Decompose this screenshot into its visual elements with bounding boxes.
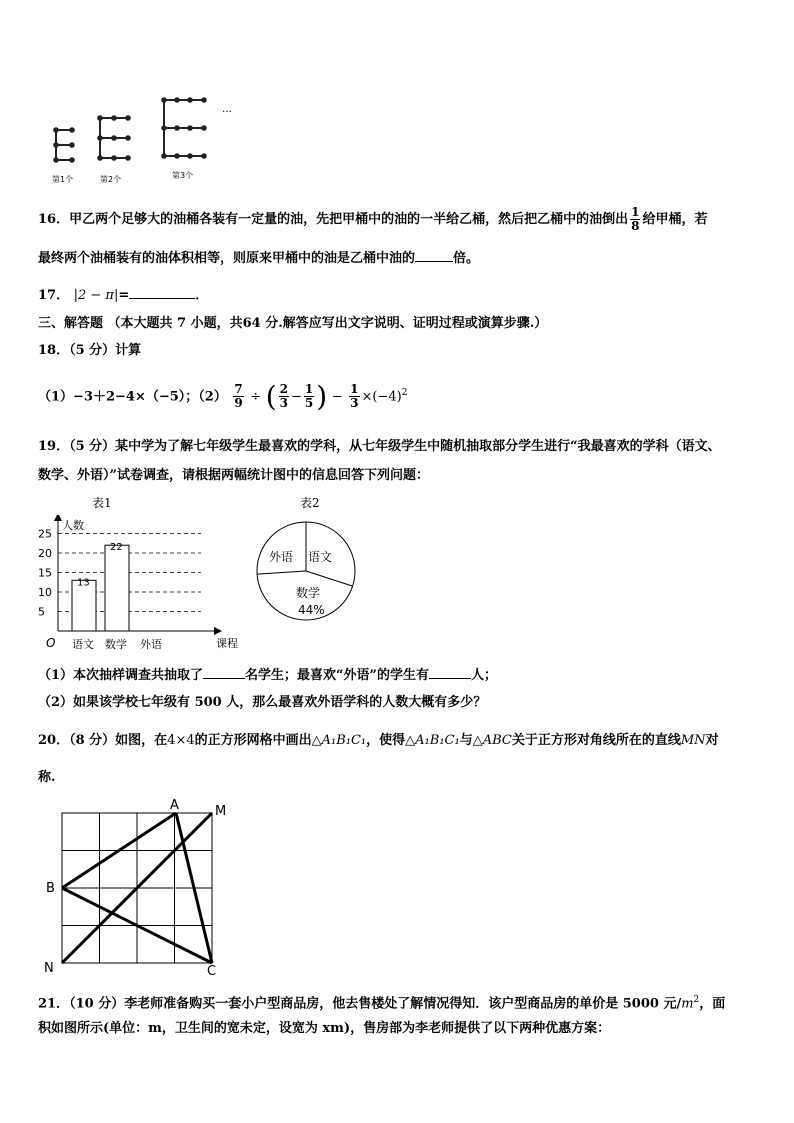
pattern-caption-2: 第2个 [100, 175, 122, 184]
q17-end: ． [195, 288, 209, 303]
q21-text-a: 21．（10 分）李老师准备购买一套小户型商品房，他去售楼处了解情况得知．该户型商品房的单价是 5000 元/ [38, 996, 682, 1012]
q19-blank-total[interactable] [203, 664, 245, 679]
pie-label-math-pct: 44% [298, 603, 325, 617]
bar-ytick-label: 10 [38, 586, 52, 599]
q16-fraction: $\frac{1}{8}$ [631, 205, 640, 233]
q16-text-a: 甲乙两个足够大的油桶各装有一定量的油，先把甲桶中的油的一半给乙桶，然后把乙桶中的油倒出 [69, 212, 629, 227]
q16-line1 [38, 206, 707, 233]
point-c-label: C [207, 964, 217, 979]
q19-line1: 19．（5 分）某中学为了解七年级学生最喜欢的学科，从七年级学生中随机抽取部分学生进行“我最喜欢的学科（语文、 [38, 439, 721, 454]
q18-expressions: （1）−3＋2−4×（−5）；（2） $\frac{7}{9}$ ÷ ( $\frac{2}{3}$ − $\frac{1}{5}$ ) − $\frac{1}{3}$ $\times(-4)^2$ [38, 379, 408, 413]
q18-frac-7-9: $\frac{7}{9}$ [234, 382, 243, 411]
q20-text-c: ，使得 [366, 733, 406, 748]
q17 [38, 284, 208, 306]
pie-label-chinese: 语文 [308, 550, 333, 564]
q20-tri2: △A₁B₁C₁ [405, 733, 460, 748]
bar-1 [105, 545, 129, 631]
q17-expression: |2 − π| [73, 288, 119, 303]
q20-text-b: 的正方形网格中画出 [194, 733, 312, 748]
q18-frac-2-3: $\frac{2}{3}$ [279, 382, 288, 411]
q16-answer-blank[interactable] [415, 247, 453, 262]
q21-text-b: ，面 [699, 996, 726, 1012]
q19-sub1-c: 人； [471, 668, 498, 683]
pattern-caption-3: 第3个 [172, 171, 194, 180]
q18-minus-outer: − [331, 389, 343, 405]
bar-category-label: 外语 [140, 638, 162, 651]
section3-title: 三、解答题 （本大题共 7 小题，共64 分.解答应写出文字说明、证明过程或演算步骤.） [38, 316, 548, 331]
q16-line2 [38, 247, 479, 269]
q20-line2: 称. [38, 770, 56, 785]
e-pattern-figure [40, 90, 260, 190]
q18-frac-1-5: $\frac{1}{5}$ [304, 382, 314, 411]
q19-sub1 [38, 664, 497, 686]
q16-text-b: 给甲桶，若 [642, 212, 708, 227]
q18-times: ×(−4) [361, 389, 402, 405]
q16-text-c: 最终两个油桶装有的油体积相等，则原来甲桶中的油是乙桶中油的 [38, 251, 416, 266]
q20-text-d: 与 [459, 733, 473, 748]
chart-title-table2: 表2 [300, 496, 320, 510]
q16-text-d: 倍。 [453, 251, 480, 266]
bar-value-label: 13 [77, 577, 90, 589]
q20-text-e: 关于正方形对角线所在的直线 [511, 733, 681, 748]
q18-part1: （1）−3＋2−4×（−5）；（2） [38, 389, 227, 405]
point-b-label: B [46, 881, 55, 896]
q20-line1 [38, 731, 719, 751]
q20-grid-size: 4×4 [167, 733, 195, 748]
chart-title-table1: 表1 [92, 496, 112, 510]
bar-chart-origin: O [46, 636, 56, 650]
q19-sub2: （2）如果该学校七年级有 500 人，那么最喜欢外语学科的人数大概有多少？ [38, 695, 487, 710]
pie-label-math: 数学 [296, 586, 321, 600]
q17-number: 17． [38, 288, 70, 303]
bar-chart-x-arrow [214, 627, 222, 635]
bar-value-label: 22 [110, 542, 123, 554]
q18-div: ÷ [250, 389, 262, 405]
q20-tri3: △ABC [472, 733, 512, 748]
bar-category-label: 数学 [105, 638, 127, 651]
q21-unit-exp: 2 [693, 995, 700, 1005]
pie-label-foreign: 外语 [269, 550, 294, 564]
bar-category-label: 语文 [72, 638, 94, 651]
grid-figure [40, 795, 240, 980]
q17-eq: = [118, 288, 130, 303]
q19-sub1-a: （1）本次抽样调查共抽取了 [38, 668, 204, 683]
pattern-caption-1: 第1个 [52, 175, 74, 184]
q17-answer-blank[interactable] [129, 284, 195, 299]
q18-frac-1-3: $\frac{1}{3}$ [350, 382, 359, 411]
q21-unit: m [681, 996, 694, 1012]
bar-ytick-label: 5 [38, 605, 45, 619]
q21-line1 [38, 990, 725, 1014]
q18-exponent: 2 [401, 388, 408, 398]
q18-header: 18．（5 分）计算 [38, 343, 142, 358]
bar-chart-subject-counts [36, 515, 246, 655]
bar-ytick-label: 25 [38, 527, 52, 541]
bar-chart-xlabel: 课程 [216, 637, 238, 650]
q18-minus-inner: − [291, 389, 302, 405]
q19-sub1-b: 名学生；最喜欢“外语”的学生有 [245, 668, 430, 683]
bar-chart-ylabel: 人数 [62, 519, 84, 532]
bar-ytick-label: 15 [38, 566, 52, 580]
q20-text-a: 20．（8 分）如图，在 [38, 733, 168, 748]
q19-line2: 数学、外语）”试卷调查，请根据两幅统计图中的信息回答下列问题： [38, 468, 429, 483]
point-a-label: A [170, 798, 179, 813]
q19-blank-foreign[interactable] [429, 664, 471, 679]
point-n-label: N [44, 961, 54, 976]
pattern-ellipsis: … [222, 104, 232, 115]
q21-line2: 积如图所示(单位：m，卫生间的宽未定，设宽为 xm)，售房部为李老师提供了以下两种优惠方案： [38, 1021, 611, 1036]
point-m-label: M [215, 804, 227, 819]
q16-number: 16． [38, 212, 70, 227]
bar-ytick-label: 20 [38, 547, 52, 560]
q20-tri1: △A₁B₁C₁ [311, 733, 367, 748]
pie-chart-subjects [250, 515, 370, 630]
q20-mn: MN [680, 733, 706, 748]
bar-chart-y-arrow [54, 515, 62, 521]
q20-text-f: 对 [705, 733, 719, 748]
